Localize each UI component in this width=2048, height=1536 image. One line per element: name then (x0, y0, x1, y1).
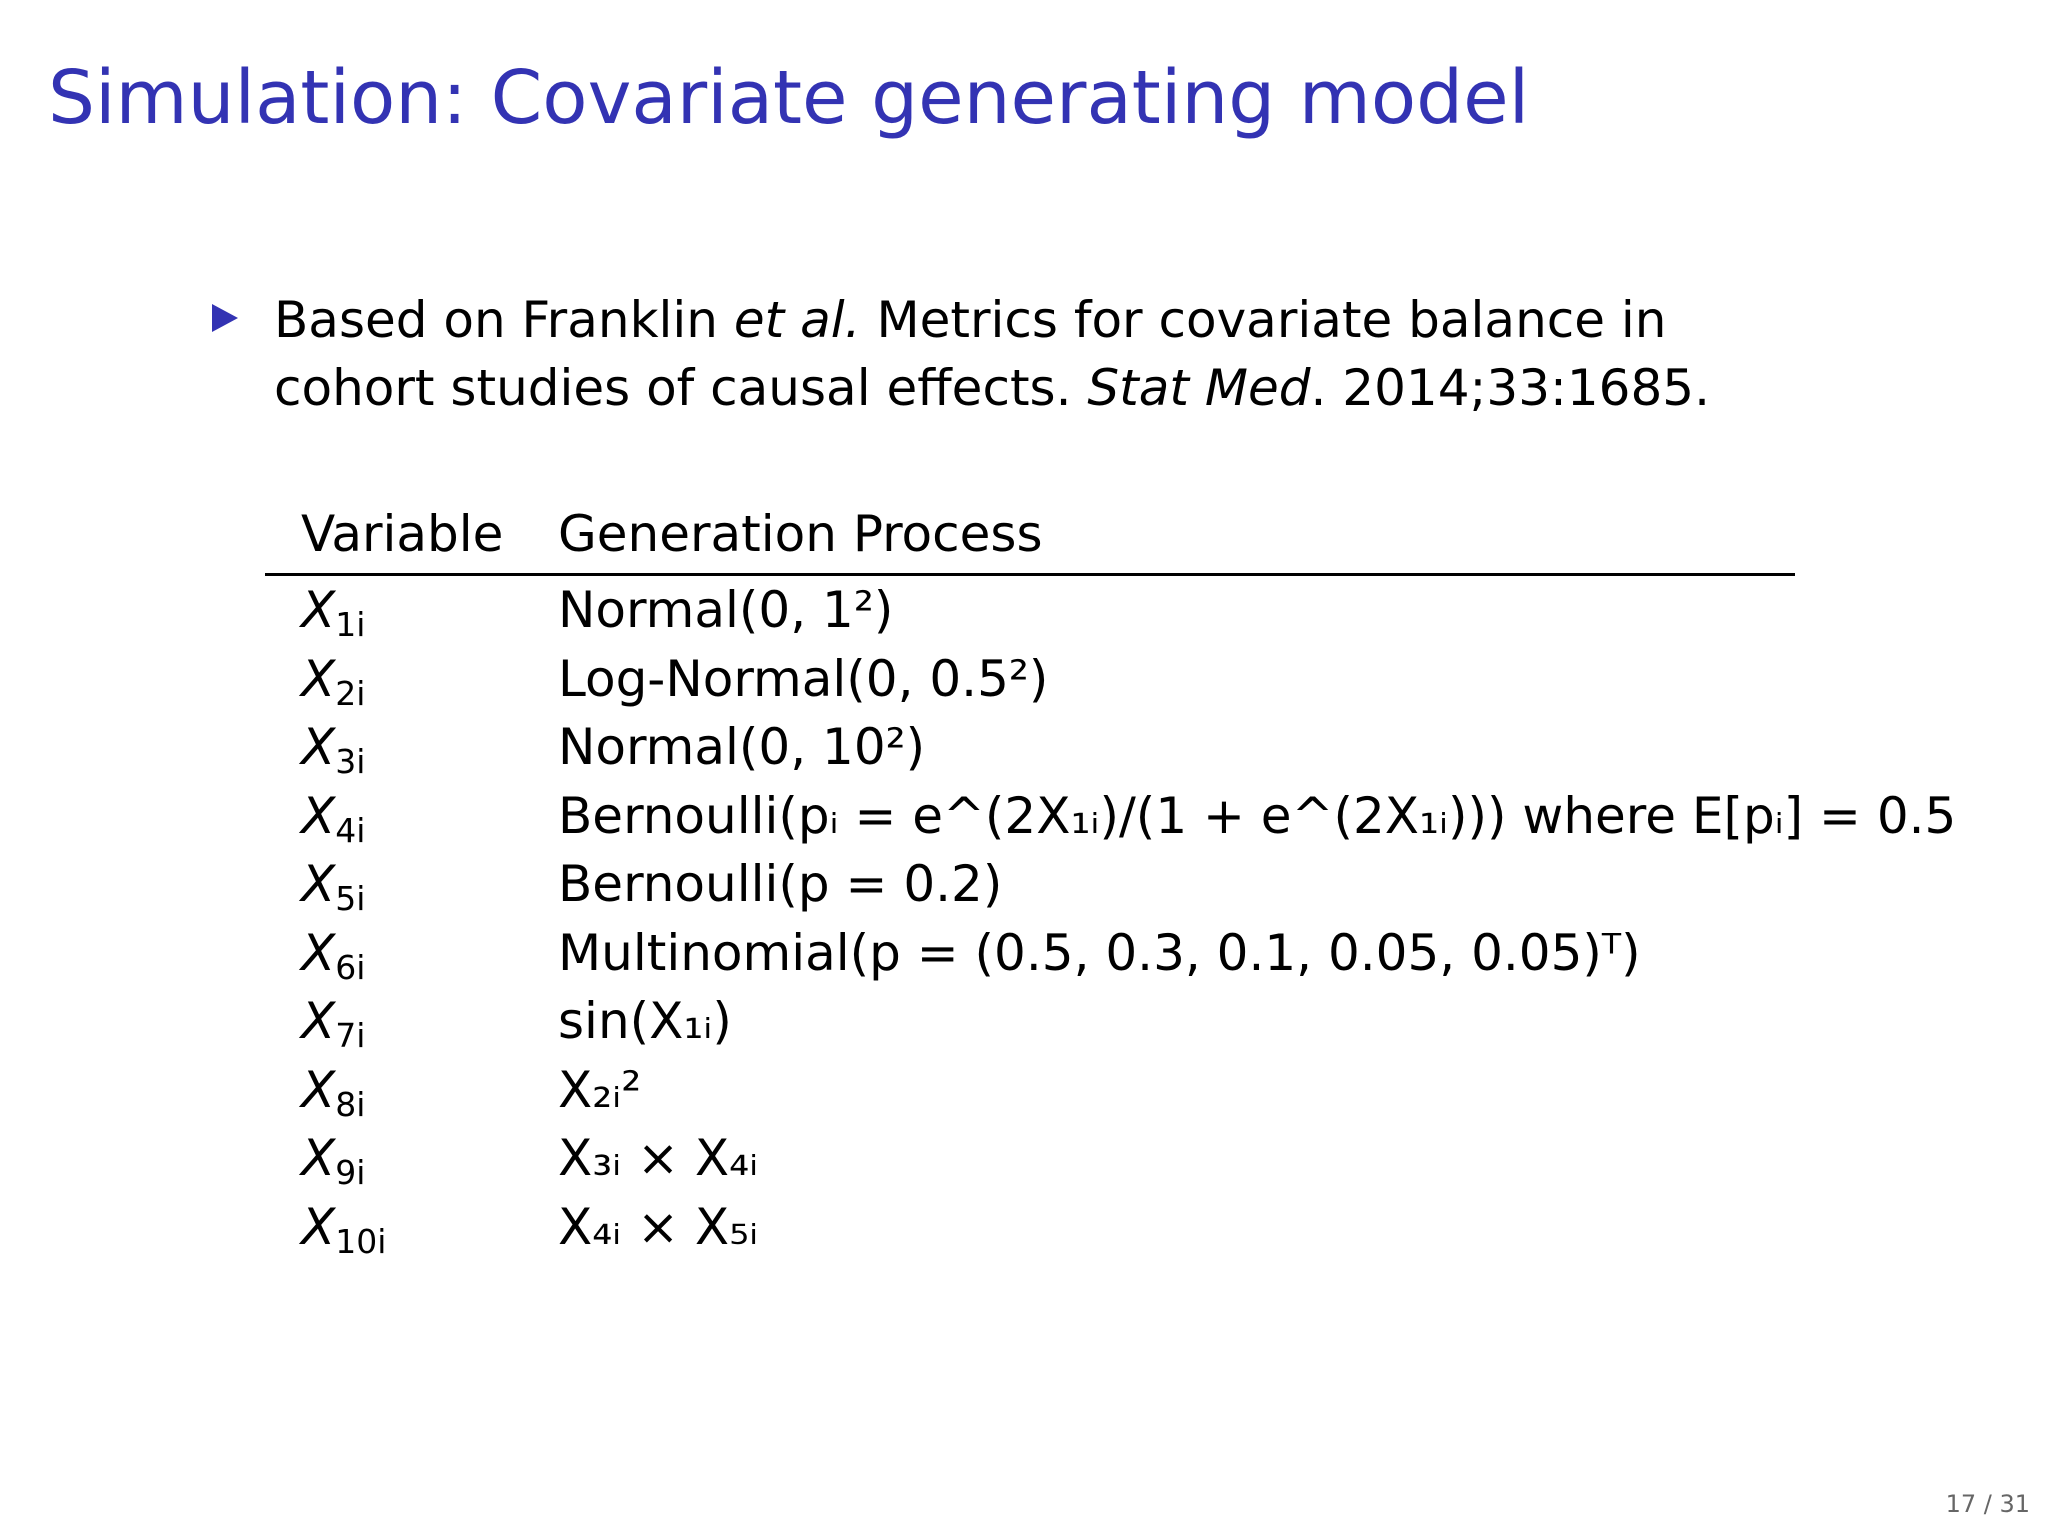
variable-subscript: 9i (335, 1153, 366, 1193)
variable-cell: $X_{1i}$ (301, 581, 366, 645)
variable-subscript: 7i (335, 1016, 366, 1056)
table-row (265, 919, 1795, 988)
variable-subscript: 8i (335, 1084, 366, 1124)
process-cell: X₄ᵢ × X₅ᵢ (558, 1197, 759, 1256)
page-number: 17 / 31 (1945, 1490, 2030, 1518)
process-cell: Bernoulli(pᵢ = e^(2X₁ᵢ)/(1 + e^(2X₁ᵢ))) where E[pᵢ] = 0.5 (558, 786, 1957, 845)
reference-text-3: . 2014;33:1685. (1310, 359, 1711, 417)
variable-subscript: 10i (335, 1221, 387, 1261)
table-header (265, 500, 1795, 568)
reference-text (274, 286, 1774, 422)
variable-subscript: 5i (335, 879, 366, 919)
variable-subscript: 4i (335, 810, 366, 850)
process-cell: sin(X₁ᵢ) (558, 992, 732, 1050)
process-cell: X₃ᵢ × X₄ᵢ (558, 1129, 759, 1187)
variable-cell: $X_{9i}$ (301, 1129, 366, 1193)
variable-cell: $X_{3i}$ (301, 718, 366, 782)
table-row (265, 713, 1795, 782)
reference-text-1: Based on Franklin (274, 291, 734, 349)
variable-subscript: 2i (335, 673, 366, 713)
variable-cell: $X_{2i}$ (301, 649, 366, 713)
process-cell: Normal(0, 10²) (558, 718, 926, 776)
variable-cell: $X_{7i}$ (301, 992, 366, 1056)
variable-cell: $X_{6i}$ (301, 923, 366, 987)
reference-italic-1: et al. (733, 291, 861, 349)
header-generation-process: Generation Process (558, 505, 1043, 563)
process-cell: Normal(0, 1²) (558, 581, 894, 639)
variable-cell: $X_{4i}$ (301, 786, 366, 850)
header-variable: Variable (301, 505, 504, 563)
table-row (265, 576, 1795, 645)
variable-subscript: 3i (335, 742, 366, 782)
table-row (265, 987, 1795, 1056)
table-row (265, 1124, 1795, 1193)
process-cell: Bernoulli(p = 0.2) (558, 855, 1003, 913)
table-row (265, 1193, 1795, 1262)
variable-cell: $X_{5i}$ (301, 855, 366, 919)
variable-subscript: 6i (335, 947, 366, 987)
variable-subscript: 1i (335, 605, 366, 645)
variable-cell: $X_{10i}$ (301, 1197, 387, 1261)
process-cell: Multinomial(p = (0.5, 0.3, 0.1, 0.05, 0.05)ᵀ) (558, 923, 1641, 982)
reference-journal: Stat Med (1087, 359, 1311, 417)
reference-text-2: Metrics for covariate balance in cohort studies of causal effects. (274, 291, 1667, 417)
variable-cell: $X_{8i}$ (301, 1060, 366, 1124)
table-row (265, 1056, 1795, 1125)
table-row (265, 850, 1795, 919)
bullet-triangle-icon (212, 304, 238, 332)
table-row (265, 645, 1795, 714)
table-row (265, 782, 1957, 851)
covariate-table (265, 500, 1957, 1261)
process-cell: X₂ᵢ² (558, 1060, 642, 1119)
process-cell: Log-Normal(0, 0.5²) (558, 649, 1049, 708)
slide-title: Simulation: Covariate generating model (48, 55, 1530, 141)
